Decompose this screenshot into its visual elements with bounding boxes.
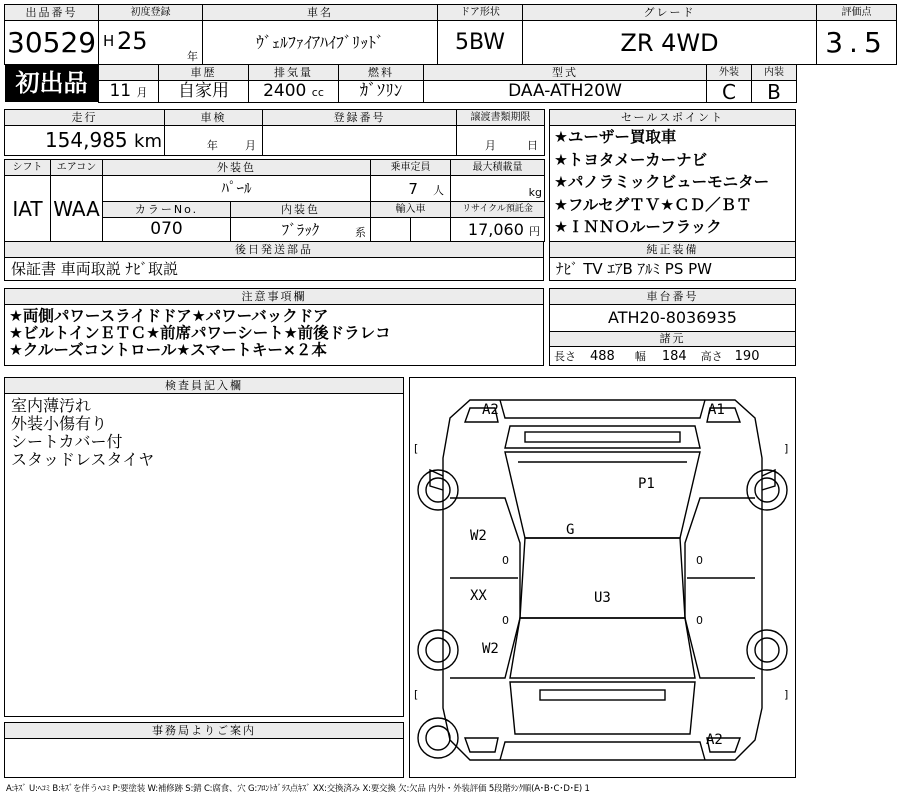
bracket-left: [ [414, 442, 419, 455]
width: 184 [661, 349, 687, 364]
sales-points-list [550, 126, 795, 239]
specs-label: 諸元 [550, 332, 795, 347]
inspection [165, 126, 263, 156]
registration-month [99, 81, 159, 103]
score: 3.5 [817, 21, 897, 65]
mark-p1: P1 [638, 476, 655, 492]
mark-u3: U3 [594, 590, 611, 606]
sales-point-item: ★トヨタメーカーナビ [554, 150, 708, 169]
displacement [249, 81, 339, 103]
inspector-label: 検査員記入欄 [5, 378, 403, 394]
sales-point-item: ★パノラミックビューモニター [554, 173, 770, 191]
color-no: 070 [103, 218, 231, 242]
ext-color-label: 外装色 [103, 160, 371, 176]
capacity-value: 7 [408, 179, 418, 198]
color-no-label: カラーNo. [103, 202, 231, 218]
spec-table [4, 159, 545, 242]
fuel: ｶﾞｿﾘﾝ [339, 81, 424, 103]
height-label: 高さ [700, 350, 723, 363]
later-parts-text: 保証書 車両取説 ﾅﾋﾞ取説 [11, 260, 179, 278]
length: 488 [590, 349, 615, 364]
sales-point-item: ★ＩＮＮＯルーフラック [554, 218, 722, 236]
inspector-line: シートカバー付 [11, 432, 123, 451]
history-label: 車歴 [159, 65, 249, 81]
month-label-spacer [99, 65, 159, 81]
int-color-value: ﾌﾞﾗｯｸ [281, 220, 320, 239]
car-diagram-box [409, 377, 796, 778]
header-table [4, 4, 897, 65]
note-item: ★ビルトインＥＴＣ★前席パワーシート★前後ドラレコ [9, 324, 391, 342]
mark-g: G [566, 522, 575, 538]
mark-w2-upper: W2 [470, 528, 487, 544]
import-2 [411, 218, 451, 242]
exterior-grade: C [707, 81, 752, 103]
door-type: 5BW [438, 21, 523, 65]
sales-points-label: セールスポイント [550, 110, 795, 126]
interior-grade: B [752, 81, 797, 103]
dimensions [550, 347, 795, 367]
recycle-unit: 円 [529, 224, 540, 238]
load-unit: kg [528, 186, 542, 199]
inspection-label: 車検 [165, 110, 263, 126]
lot-number: 30529 [5, 21, 99, 65]
equipment-label: 純正装備 [550, 242, 795, 258]
max-load-label: 最大積載量 [451, 160, 545, 176]
capacity-label: 乗車定員 [371, 160, 451, 176]
chassis-box [549, 288, 796, 366]
height: 190 [734, 349, 760, 364]
month: 11 [109, 81, 132, 101]
interior-label: 内装 [752, 65, 797, 81]
transfer-month-unit: 月 [484, 139, 496, 152]
tire-depth: 0 [502, 554, 509, 567]
model-label: 型式 [424, 65, 707, 81]
capacity [371, 176, 451, 202]
bracket-left: [ [414, 688, 419, 701]
fuel-label: 燃料 [339, 65, 424, 81]
note-item: ★クルーズコントロール★スマートキー×２本 [9, 341, 327, 359]
later-parts-box [4, 241, 544, 281]
chassis-label: 車台番号 [550, 289, 795, 305]
year: 25 [117, 27, 148, 55]
inspector-line: 外装小傷有り [11, 414, 108, 433]
first-registration-year [99, 21, 203, 65]
tire-depth: 0 [502, 614, 509, 627]
reg-number [263, 126, 457, 156]
equipment-text: ﾅﾋﾞ TV ｴｱB ｱﾙﾐ PS PW [556, 260, 712, 278]
equipment-box [549, 241, 796, 281]
int-color [231, 218, 371, 242]
history: 自家用 [159, 81, 249, 103]
mileage-unit: km [134, 131, 162, 152]
recycle-label: リサイクル預託金 [451, 202, 545, 218]
mark-w2-lower: W2 [482, 641, 499, 657]
import-1 [371, 218, 411, 242]
chassis-number: ATH20-8036935 [550, 305, 795, 332]
office-label: 事務局よりご案内 [5, 723, 403, 739]
inspection-year-unit: 年 [206, 139, 218, 152]
transfer-deadline [457, 126, 545, 156]
mileage [5, 126, 165, 156]
ext-color: ﾊﾟｰﾙ [103, 176, 371, 202]
model: DAA-ATH20W [424, 81, 707, 103]
mark-a2-bottom: A2 [706, 732, 723, 748]
month-unit: 月 [136, 86, 148, 99]
sales-points-box [549, 109, 796, 242]
displacement-unit: cc [311, 86, 324, 99]
inspector-box [4, 377, 404, 717]
first-registration-label: 初度登録 [99, 5, 203, 21]
first-listing-badge: 初出品 [5, 65, 98, 102]
exterior-label: 外装 [707, 65, 752, 81]
mark-xx: XX [470, 588, 487, 604]
damage-legend: A:ｷｽﾞ U:ﾍｺﾐ B:ｷｽﾞを伴うﾍｺﾐ P:要塗装 W:補修跡 S:錆 C:腐食、穴 G:ﾌﾛﾝﾄｶﾞﾗｽ点ｷｽﾞ XX:交換済み X:要交換 欠:欠品 内外・外装評価 5段階ﾗﾝｸ順(A･B･C･D･E) 1 [6, 784, 590, 794]
recycle [451, 218, 545, 242]
year-unit: 年 [187, 50, 198, 63]
displacement-label: 排気量 [249, 65, 339, 81]
int-color-label: 内装色 [231, 202, 371, 218]
sales-point-item: ★フルセグＴＶ★ＣＤ／ＢＴ [554, 195, 752, 214]
office-box [4, 722, 404, 778]
inspector-line: スタッドレスタイヤ [11, 450, 155, 469]
car-name: ｳﾞｪﾙﾌｧｲｱﾊｲﾌﾞﾘｯﾄﾞ [203, 21, 438, 65]
ac-label: エアコン [51, 160, 103, 176]
car-diagram [410, 378, 795, 777]
grade: ZR 4WD [523, 21, 817, 65]
mileage-label: 走行 [5, 110, 165, 126]
mark-a1-top: A1 [708, 402, 725, 418]
import-label: 輸入車 [371, 202, 451, 218]
bracket-right: ] [784, 688, 789, 701]
reg-number-label: 登録番号 [263, 110, 457, 126]
lot-number-label: 出品番号 [5, 5, 99, 21]
car-name-label: 車名 [203, 5, 438, 21]
sales-point-item: ★ユーザー買取車 [554, 128, 677, 146]
door-type-label: ドア形状 [438, 5, 523, 21]
mark-a2-top: A2 [482, 402, 499, 418]
era: H [103, 32, 115, 50]
note-item: ★両側パワースライドドア★パワーバックドア [9, 307, 329, 325]
max-load [451, 176, 545, 202]
displacement-value: 2400 [263, 81, 307, 101]
inspector-line: 室内薄汚れ [11, 396, 92, 415]
notes-label: 注意事項欄 [5, 289, 543, 305]
shift: IAT [5, 176, 51, 242]
ac: WAA [51, 176, 103, 242]
tire-depth: 0 [696, 614, 703, 627]
notes-box [4, 288, 544, 366]
shift-label: シフト [5, 160, 51, 176]
recycle-value: 17,060 [467, 219, 524, 239]
later-parts-label: 後日発送部品 [5, 242, 543, 258]
transfer-deadline-label: 譲渡書類期限 [457, 110, 545, 126]
width-label: 幅 [634, 350, 646, 363]
transfer-day-unit: 日 [527, 139, 538, 152]
header-row-2 [98, 64, 797, 103]
grade-label: グレード [523, 5, 817, 21]
capacity-unit: 人 [433, 183, 444, 197]
int-color-unit: 系 [355, 226, 366, 239]
bracket-right: ] [784, 442, 789, 455]
score-label: 評価点 [817, 5, 897, 21]
inspection-month-unit: 月 [245, 139, 256, 152]
mileage-value: 154,985 [44, 128, 128, 152]
length-label: 長さ [554, 350, 576, 363]
mileage-table [4, 109, 545, 156]
tire-depth: 0 [696, 554, 703, 567]
